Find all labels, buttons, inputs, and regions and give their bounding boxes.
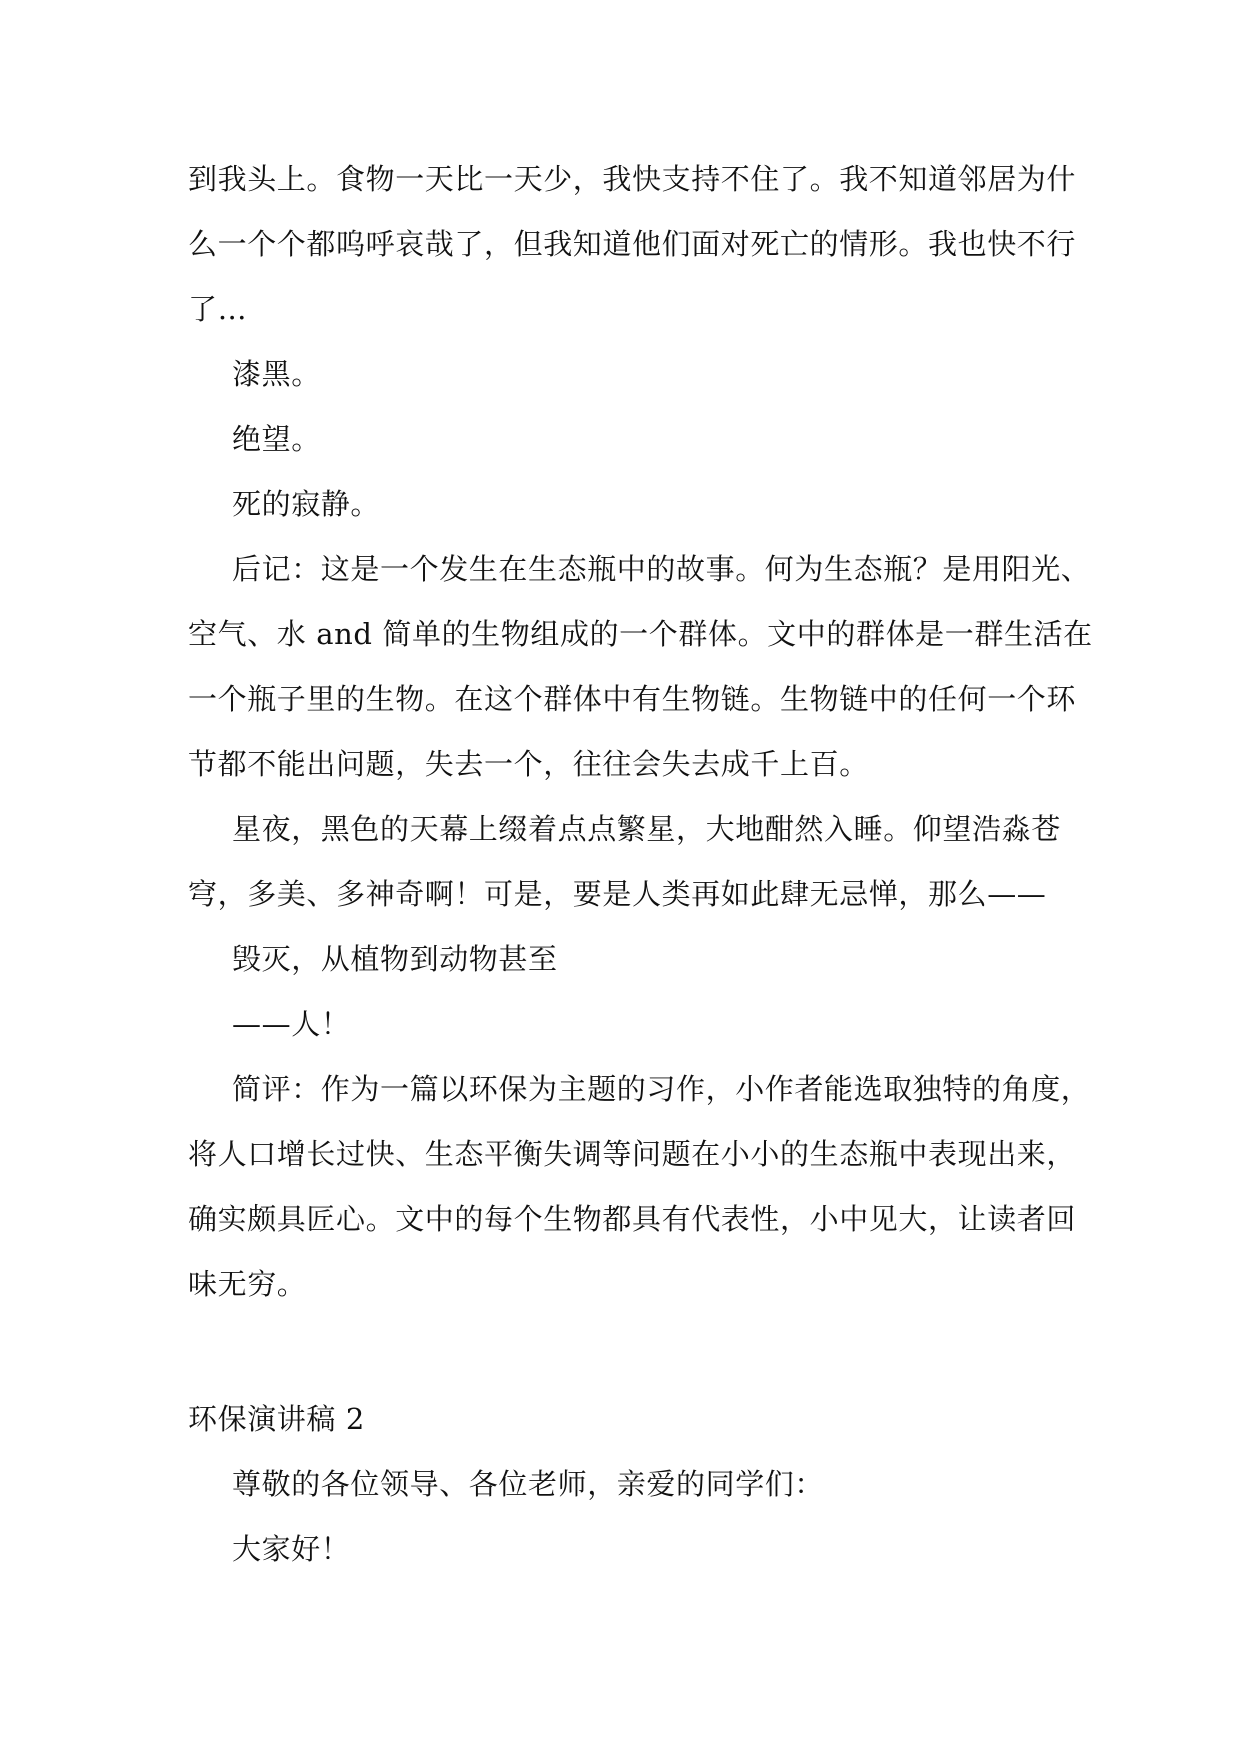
text-line: 空气、水 and 简单的生物组成的一个群体。文中的群体是一群生活在 [188,617,1093,651]
text-line: 穹，多美、多神奇啊！可是，要是人类再如此肆无忌惮，那么—— [188,877,1047,911]
starry-night-paragraph [188,797,1061,927]
postscript-paragraph [188,537,1093,797]
text-line: 味无穷。 [188,1267,307,1301]
text-line: 了… [188,292,248,326]
destroy-line: 毁灭，从植物到动物甚至 [232,942,558,976]
text-line: 到我头上。食物一天比一天少，我快支持不住了。我不知道邻居为什 [188,162,1077,196]
short-line-silence: 死的寂静。 [232,487,381,521]
comment-paragraph [188,1057,1091,1317]
text-line: 星夜，黑色的天幕上缀着点点繁星，大地酣然入睡。仰望浩淼苍 [232,812,1061,846]
text-line: 后记：这是一个发生在生态瓶中的故事。何为生态瓶？是用阳光、 [232,552,1091,586]
short-line-darkness: 漆黑。 [232,357,321,391]
text-line: 一个瓶子里的生物。在这个群体中有生物链。生物链中的任何一个环 [188,682,1077,716]
hello-line: 大家好！ [232,1532,351,1566]
short-line-despair: 绝望。 [232,422,321,456]
text-line: 么一个个都呜呼哀哉了，但我知道他们面对死亡的情形。我也快不行 [188,227,1077,261]
human-line: ——人！ [232,1007,351,1041]
greeting-line: 尊敬的各位领导、各位老师，亲爱的同学们： [232,1467,825,1501]
text-line: 简评：作为一篇以环保为主题的习作，小作者能选取独特的角度， [232,1072,1091,1106]
text-line: 确实颇具匠心。文中的每个生物都具有代表性，小中见大，让读者回 [188,1202,1077,1236]
text-line: 将人口增长过快、生态平衡失调等问题在小小的生态瓶中表现出来， [188,1137,1077,1171]
text-line: 节都不能出问题，失去一个，往往会失去成千上百。 [188,747,869,781]
story-paragraph [188,147,1077,342]
section-title: 环保演讲稿 2 [188,1402,365,1436]
